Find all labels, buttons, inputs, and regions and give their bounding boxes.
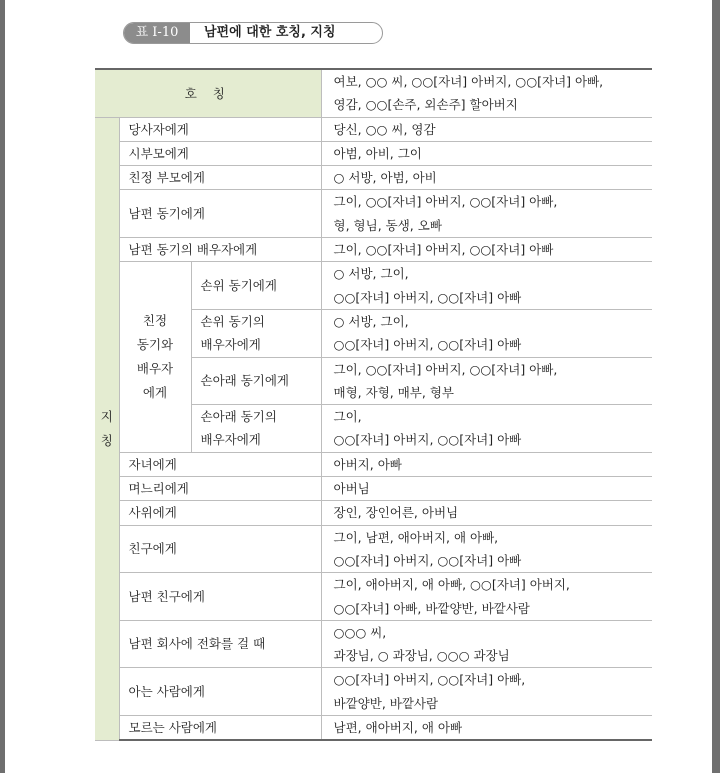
row-value: 남편, 애아버지, 애 아빠	[321, 716, 652, 741]
group-label-line: 에게	[142, 385, 168, 401]
table-row	[95, 190, 652, 238]
label-line: 배우자에게	[200, 432, 261, 448]
value-line: 바깥양반, 바깥사람	[333, 695, 439, 711]
label-line: 손위 동기의	[200, 313, 265, 329]
table-number-badge: 표 I-10	[124, 23, 190, 43]
value-line: 그이, 애아버지, 애 아빠, ○○[자녀] 아버지,	[333, 577, 570, 593]
row-label	[191, 405, 321, 453]
table-row	[95, 141, 652, 165]
table-row	[95, 525, 652, 573]
row-label: 남편 동기의 배우자에게	[119, 238, 321, 262]
group-label-line: 친정	[142, 313, 168, 329]
row-value	[321, 405, 652, 453]
table-row	[95, 716, 652, 741]
table-row	[95, 117, 652, 141]
value-line: ○○[자녀] 아빠, 바깥양반, 바깥사람	[333, 600, 530, 616]
row-label: 손위 동기에게	[191, 262, 321, 310]
row-value: 그이, ○○[자녀] 아버지, ○○[자녀] 아빠	[321, 238, 652, 262]
row-value: 당신, ○○ 씨, 영감	[321, 117, 652, 141]
value-line: 그이, ○○[자녀] 아버지, ○○[자녀] 아빠,	[333, 361, 558, 377]
row-label	[191, 309, 321, 357]
value-line: ○○○ 씨,	[333, 624, 387, 640]
row-value	[321, 309, 652, 357]
row-value	[321, 357, 652, 405]
value-line: ○ 서방, 그이,	[333, 266, 409, 282]
value-line: ○○[자녀] 아버지, ○○[자녀] 아빠	[333, 337, 522, 353]
row-value	[321, 573, 652, 621]
value-line: 그이, 남편, 애아버지, 애 아빠,	[333, 529, 499, 545]
row-label: 친구에게	[119, 525, 321, 573]
value-line: ○○[자녀] 아버지, ○○[자녀] 아빠	[333, 289, 522, 305]
row-value	[321, 668, 652, 716]
hoching-values	[321, 69, 652, 117]
row-label: 남편 친구에게	[119, 573, 321, 621]
value-line: 영감, ○○[손주, 외손주] 할아버지	[333, 97, 518, 113]
row-value	[321, 620, 652, 668]
label-line: 손아래 동기의	[200, 409, 277, 425]
table-row	[95, 620, 652, 668]
jiching-header	[95, 117, 119, 740]
row-label: 사위에게	[119, 501, 321, 525]
row-label: 시부모에게	[119, 141, 321, 165]
row-label: 남편 회사에 전화를 걸 때	[119, 620, 321, 668]
value-line: 그이,	[333, 409, 362, 425]
hoching-header: 호 칭	[95, 69, 321, 117]
jiching-char: 칭	[100, 432, 113, 448]
row-value	[321, 262, 652, 310]
value-line: ○○[자녀] 아버지, ○○[자녀] 아빠,	[333, 672, 526, 688]
jiching-char: 지	[100, 408, 113, 424]
table-row	[95, 238, 652, 262]
row-value: 아버지, 아빠	[321, 452, 652, 476]
row-value: 아범, 아비, 그이	[321, 141, 652, 165]
row-label: 당사자에게	[119, 117, 321, 141]
value-line: 그이, ○○[자녀] 아버지, ○○[자녀] 아빠,	[333, 194, 558, 210]
hoching-row	[95, 69, 652, 117]
value-line: ○○[자녀] 아버지, ○○[자녀] 아빠	[333, 552, 522, 568]
row-label: 친정 부모에게	[119, 166, 321, 190]
table-row	[95, 452, 652, 476]
table-row	[95, 573, 652, 621]
label-line: 배우자에게	[200, 337, 261, 353]
row-value	[321, 525, 652, 573]
group-label-line: 동기와	[136, 337, 174, 353]
group-header	[119, 262, 191, 452]
group-label-line: 배우자	[136, 361, 174, 377]
table-row	[95, 501, 652, 525]
value-line: ○○[자녀] 아버지, ○○[자녀] 아빠	[333, 432, 522, 448]
row-label: 며느리에게	[119, 477, 321, 501]
hoching-jiching-table	[95, 68, 652, 741]
document-page	[5, 0, 712, 773]
row-value	[321, 190, 652, 238]
row-label: 손아래 동기에게	[191, 357, 321, 405]
value-line: 여보, ○○ 씨, ○○[자녀] 아버지, ○○[자녀] 아빠,	[333, 74, 604, 89]
row-value: 장인, 장인어른, 아버님	[321, 501, 652, 525]
table-row	[95, 166, 652, 190]
row-label: 남편 동기에게	[119, 190, 321, 238]
value-line: ○ 서방, 그이,	[333, 313, 409, 329]
value-line: 형, 형님, 동생, 오빠	[333, 217, 442, 233]
value-line: 과장님, ○ 과장님, ○○○ 과장님	[333, 648, 510, 664]
row-label: 아는 사람에게	[119, 668, 321, 716]
row-value: ○ 서방, 아범, 아비	[321, 166, 652, 190]
table-row	[95, 477, 652, 501]
row-value: 아버님	[321, 477, 652, 501]
table-title: 남편에 대한 호칭, 지칭	[204, 25, 336, 40]
table-caption	[123, 22, 383, 44]
table-row	[95, 262, 652, 310]
table-row	[95, 668, 652, 716]
row-label: 모르는 사람에게	[119, 716, 321, 741]
value-line: 매형, 자형, 매부, 형부	[333, 384, 454, 400]
row-label: 자녀에게	[119, 452, 321, 476]
